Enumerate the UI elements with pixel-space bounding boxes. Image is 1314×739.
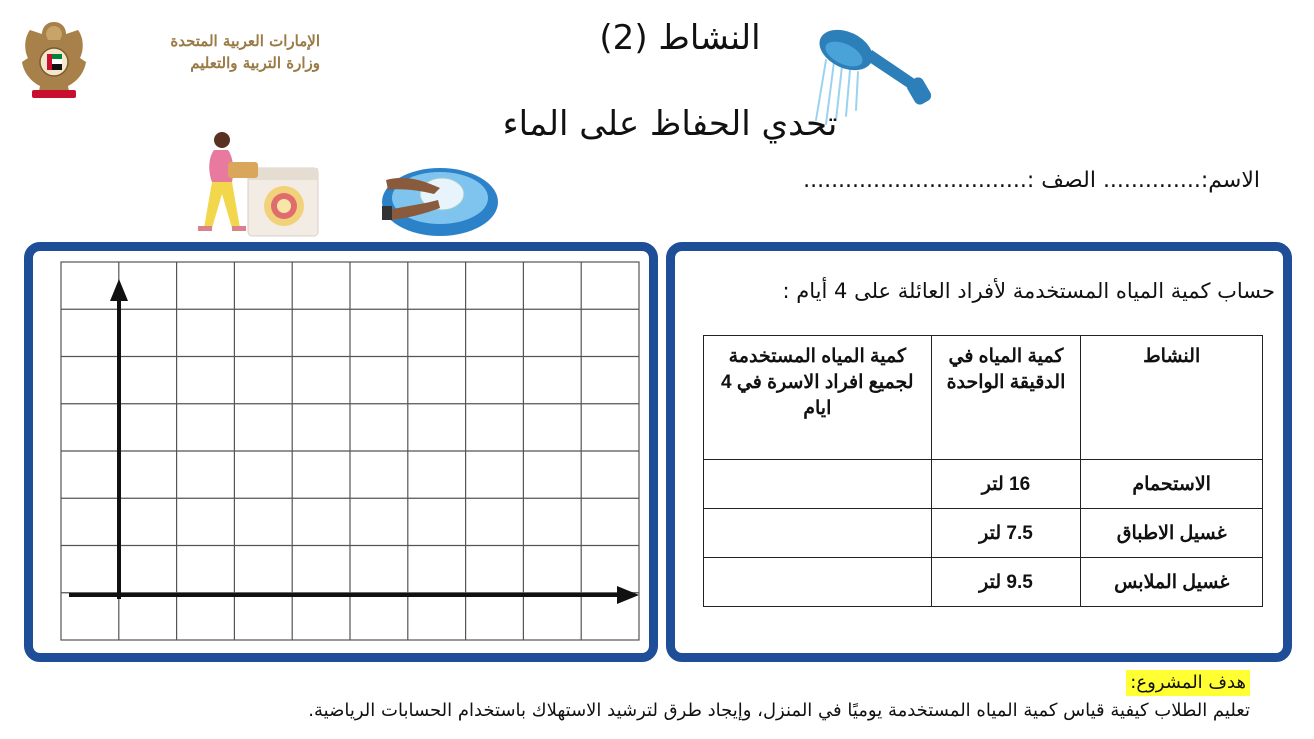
ministry-line-1: الإمارات العربية المتحدة — [170, 32, 320, 50]
row-activity: غسيل الاطباق — [1081, 509, 1263, 558]
table-header-row — [704, 336, 1263, 460]
calculation-panel — [666, 242, 1292, 662]
header-per-minute: كمية المياه في الدقيقة الواحدة — [931, 336, 1081, 460]
row-total-cell[interactable] — [704, 558, 932, 607]
student-name-class-line: الاسم:.............. الصف :................................ — [803, 168, 1260, 193]
instruction-text: حساب كمية المياه المستخدمة لأفراد العائلة على 4 أيام : — [782, 279, 1275, 303]
graph-grid[interactable] — [57, 259, 643, 643]
activity-title: النشاط (2) — [599, 18, 761, 58]
row-activity: غسيل الملابس — [1081, 558, 1263, 607]
row-total-cell[interactable] — [704, 460, 932, 509]
challenge-title: تحدي الحفاظ على الماء — [502, 104, 838, 144]
header-activity: النشاط — [1081, 336, 1263, 460]
project-goal-text: تعليم الطلاب كيفية قياس كمية المياه المستخدمة يوميًا في المنزل، وإيجاد طرق لترشيد الاستهلاك باستخدام الحسابات الرياضية. — [308, 700, 1250, 721]
ministry-line-2: وزارة التربية والتعليم — [190, 54, 320, 72]
uae-emblem-icon — [18, 16, 90, 102]
y-axis-arrow-icon — [110, 279, 128, 301]
row-per-minute: 9.5 لتر — [931, 558, 1081, 607]
dish-washing-icon — [378, 160, 500, 238]
table-row — [704, 460, 1263, 509]
table-row — [704, 558, 1263, 607]
project-goal-label: هدف المشروع: — [1126, 670, 1250, 696]
laundry-woman-icon — [188, 128, 328, 240]
water-usage-table — [703, 335, 1263, 607]
graph-panel — [24, 242, 658, 662]
row-activity: الاستحمام — [1081, 460, 1263, 509]
row-total-cell[interactable] — [704, 509, 932, 558]
ministry-logo — [18, 16, 318, 106]
x-axis-arrow-icon — [617, 586, 639, 604]
ministry-name — [100, 30, 320, 74]
row-per-minute: 16 لتر — [931, 460, 1081, 509]
row-per-minute: 7.5 لتر — [931, 509, 1081, 558]
table-row — [704, 509, 1263, 558]
header-total: كمية المياه المستخدمة لجميع افراد الاسرة في 4 ايام — [704, 336, 932, 460]
